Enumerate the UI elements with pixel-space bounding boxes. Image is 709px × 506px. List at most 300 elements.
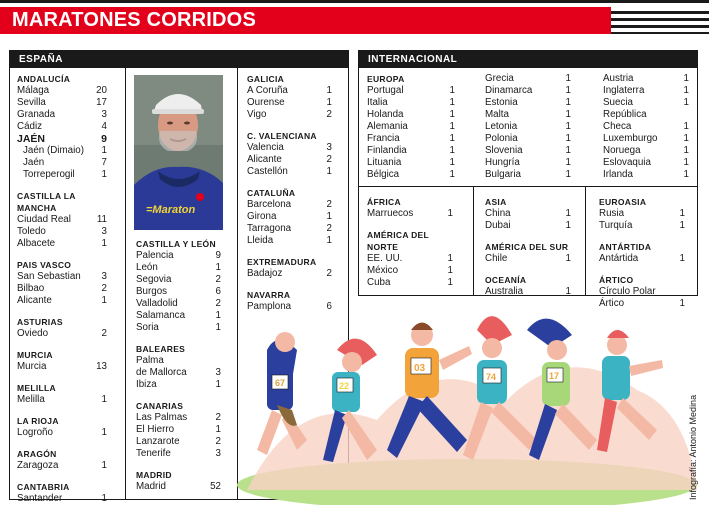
location-name: Irlanda [603,169,633,180]
marathon-count: 1 [326,235,332,246]
marathon-count: 2 [326,154,332,165]
location-row [603,97,689,109]
location-name: Chile [485,253,508,264]
marathon-count: 1 [683,85,689,96]
location-row [136,262,221,274]
region-group [17,316,107,340]
location-name: San Sebastian [17,271,81,282]
location-name: Burgos [136,286,168,297]
region-group [599,196,685,232]
location-name: Dubai [485,220,511,231]
marathon-count: 1 [683,169,689,180]
marathon-count: 7 [101,157,107,168]
location-row [247,154,332,166]
location-name: Francia [367,133,400,144]
marathon-count: 1 [565,121,571,132]
marathon-count: 1 [326,97,332,108]
location-row [247,166,332,178]
location-name: Bilbao [17,283,45,294]
region-heading: MURCIA [17,350,53,360]
marathon-count: 2 [326,223,332,234]
marathon-count: 2 [215,436,221,447]
marathon-count: 20 [96,85,107,96]
location-row [136,274,221,286]
location-row [367,208,453,220]
title-band [0,7,709,34]
runners-illustration [237,290,707,505]
marathon-count: 3 [215,367,221,378]
marathon-count: 2 [101,283,107,294]
location-row [17,394,107,406]
location-row [485,73,571,85]
title-stripes [611,7,709,34]
location-row [603,121,689,133]
location-name: Logroño [17,427,53,438]
location-row [603,169,689,181]
location-name: Girona [247,211,277,222]
location-name: Luxemburgo [603,133,658,144]
region-heading: CASTILLA Y LEÓN [136,239,216,249]
location-name: Bélgica [367,169,400,180]
location-name: Lleida [247,235,274,246]
marathon-count: 1 [683,145,689,156]
location-row [17,460,107,472]
marathon-count: 1 [565,286,571,297]
marathon-count: 1 [565,109,571,120]
internacional-divider-v2 [585,186,586,296]
region-heading: ANTÁRTIDA [599,242,652,252]
location-name: Círculo Polar [599,286,656,297]
location-name: Checa [603,121,632,132]
marathon-count: 2 [215,412,221,423]
region-heading: OCEANÍA [485,275,527,285]
marathon-count: 1 [101,427,107,438]
region-heading: ÁRTICO [599,275,634,285]
location-row [485,97,571,109]
marathon-count: 1 [679,220,685,231]
location-name: Ciudad Real [17,214,71,225]
location-name: Palma [136,355,164,366]
location-row [367,85,455,97]
region-group [367,229,453,289]
marathon-count: 3 [101,271,107,282]
region-heading: ANDALUCÍA [17,74,71,84]
illustration-credit: Infografía: Antonio Medina [688,394,698,500]
location-row [599,220,685,232]
region-group [247,187,332,247]
marathon-count: 2 [326,268,332,279]
marathon-count: 1 [101,238,107,249]
location-row [17,238,107,250]
location-row [136,436,221,448]
location-name: Jaén [23,157,45,168]
marathon-count: 2 [215,274,221,285]
region-group [485,73,571,181]
location-name: Ibiza [136,379,157,390]
location-name: Badajoz [247,268,283,279]
location-name: A Coruña [247,85,288,96]
location-row [485,208,571,220]
marathon-count: 1 [565,157,571,168]
location-row [17,328,107,340]
top-rule [0,0,709,3]
marathon-count: 1 [565,73,571,84]
location-row [17,361,107,373]
location-row [136,286,221,298]
region-group [136,400,221,460]
location-row [17,271,107,283]
location-row [17,169,107,181]
region-group [485,241,571,265]
marathon-count: 1 [326,85,332,96]
region-group [367,196,453,220]
location-name: China [485,208,511,219]
location-name: Grecia [485,73,514,84]
location-row [367,157,455,169]
region-group [136,238,221,334]
runner-1-bib: 67 [275,378,286,388]
location-name: Lanzarote [136,436,180,447]
region-heading: ÁFRICA [367,197,401,207]
marathon-count: 1 [449,109,455,120]
location-name: Pamplona [247,301,292,312]
region-heading: ASIA [485,197,507,207]
location-row [367,97,455,109]
region-heading: AMÉRICA DEL NORTE [367,230,429,252]
location-name: Suecia [603,97,633,108]
marathon-count: 11 [96,214,107,225]
region-group [17,448,107,472]
location-row [247,211,332,223]
location-name: Antártida [599,253,639,264]
location-name: de Mallorca [136,367,187,378]
marathon-count: 1 [565,208,571,219]
location-name: Estonia [485,97,518,108]
region-group [485,196,571,232]
internacional-divider-v1 [473,186,474,296]
location-name: Ártico [599,298,625,309]
location-row [17,226,107,238]
espana-divider-1 [125,68,126,500]
location-row [247,97,332,109]
location-row [485,85,571,97]
marathon-count: 2 [326,109,332,120]
location-name: Holanda [367,109,404,120]
region-heading: ASTURIAS [17,317,63,327]
svg-text:=Maraton: =Maraton [146,204,196,216]
location-row [367,253,453,265]
location-name: Oviedo [17,328,49,339]
location-row [247,142,332,154]
location-name: Hungría [485,157,520,168]
location-name: EE. UU. [367,253,403,264]
location-row [367,277,453,289]
marathon-count: 1 [215,322,221,333]
location-row [247,223,332,235]
marathon-count: 9 [215,250,221,261]
location-row [247,235,332,247]
region-group [599,241,685,265]
region-group [17,481,107,505]
region-heading: EXTREMADURA [247,257,317,267]
marathon-count: 17 [96,97,107,108]
location-name: Turquía [599,220,633,231]
location-name: Soria [136,322,159,333]
location-row [485,157,571,169]
espana-col-1 [17,73,107,506]
location-row [17,121,107,133]
location-row [136,481,221,493]
location-row [485,145,571,157]
location-row [599,253,685,265]
location-name: Melilla [17,394,45,405]
location-row [17,109,107,121]
region-heading: MELILLA [17,383,56,393]
location-name: Murcia [17,361,47,372]
region-group [17,382,107,406]
location-row [17,427,107,439]
location-name: Alicante [17,295,52,306]
marathon-count [679,109,689,121]
region-group [247,73,332,121]
marathon-count: 6 [215,286,221,297]
location-row [603,157,689,169]
location-row [136,322,221,334]
marathon-count: 1 [683,97,689,108]
espana-col-2 [136,238,221,502]
location-name: Valencia [247,142,284,153]
location-name: Eslovaquia [603,157,651,168]
location-name: Vigo [247,109,267,120]
location-row [136,424,221,436]
location-name: León [136,262,158,273]
location-row [367,133,455,145]
location-row [367,145,455,157]
location-name: Malta [485,109,509,120]
europa-col-1 [367,73,455,190]
location-row [599,208,685,220]
region-group [367,73,455,181]
region-heading: BALEARES [136,344,186,354]
page-title: MARATONES CORRIDOS [12,9,256,31]
marathon-count: 1 [449,121,455,132]
location-row [485,220,571,232]
marathon-count: 1 [447,253,453,264]
region-heading: AMÉRICA DEL SUR [485,242,569,252]
location-row [603,73,689,85]
location-row [247,268,332,280]
region-heading: CATALUÑA [247,188,296,198]
location-row [17,145,107,157]
location-name: Castellón [247,166,288,177]
marathon-count: 1 [683,121,689,132]
marathon-count: 1 [326,166,332,177]
location-row [247,199,332,211]
location-row [17,133,107,145]
location-name: Las Palmas [136,412,188,423]
marathon-count: 1 [447,208,453,219]
location-row [247,109,332,121]
marathon-count: 1 [449,85,455,96]
location-name: Alicante [247,154,282,165]
location-row [247,85,332,97]
runner-2-bib: 22 [339,381,350,391]
marathon-count: 1 [449,145,455,156]
location-row [367,121,455,133]
location-name: Lituania [367,157,402,168]
marathon-count: 3 [215,448,221,459]
location-name: Cuba [367,277,391,288]
location-name: México [367,265,399,276]
marathon-count: 9 [101,133,107,145]
marathon-count: 1 [215,310,221,321]
location-name: Dinamarca [485,85,533,96]
marathon-count: 1 [101,145,107,156]
location-name: Valladolid [136,298,178,309]
marathon-count: 1 [101,169,107,180]
internacional-lower-col-1 [367,196,453,298]
location-name: Zaragoza [17,460,59,471]
region-heading: GALICIA [247,74,285,84]
location-name: Australia [485,286,524,297]
location-name: Toledo [17,226,46,237]
region-group [136,469,221,493]
marathon-count: 1 [449,97,455,108]
runner-4-bib: 74 [486,372,497,382]
marathon-count: 4 [101,121,107,132]
marathon-count: 1 [683,157,689,168]
location-name: Albacete [17,238,56,249]
location-name: Barcelona [247,199,292,210]
location-row [17,157,107,169]
marathon-count: 3 [326,142,332,153]
region-group [17,349,107,373]
location-name: JAÉN [17,133,46,145]
location-name: Palencia [136,250,174,261]
location-name: Alemania [367,121,408,132]
region-heading: CANTABRIA [17,482,70,492]
marathon-count: 2 [326,199,332,210]
marathon-count: 3 [101,226,107,237]
region-group [17,190,107,250]
location-name: República [603,109,647,120]
location-row [136,298,221,310]
location-name: Madrid [136,481,166,492]
runner-5-bib: 17 [549,371,560,381]
location-row [136,448,221,460]
location-name: Noruega [603,145,641,156]
location-row [603,85,689,97]
marathon-count: 52 [210,481,221,492]
location-name: Jaén (Dimaio) [23,145,84,156]
region-group [17,415,107,439]
location-name: Inglaterra [603,85,645,96]
runner-portrait [134,75,223,230]
europa-col-2 [485,73,571,190]
region-heading: CASTILLA LA MANCHA [17,191,76,213]
marathon-count: 1 [683,73,689,84]
marathon-count: 1 [449,169,455,180]
location-row [17,214,107,226]
region-group [247,256,332,280]
region-group [17,73,107,181]
location-name: Rusia [599,208,625,219]
marathon-count: 1 [101,394,107,405]
location-row [367,169,455,181]
marathon-count: 1 [449,157,455,168]
marathon-count: 1 [565,253,571,264]
marathon-count: 2 [101,328,107,339]
location-row [603,133,689,145]
location-row [136,379,221,391]
location-row [485,169,571,181]
region-heading: EUROASIA [599,197,647,207]
marathon-count: 1 [101,295,107,306]
location-name: Finlandia [367,145,407,156]
location-row [485,253,571,265]
location-row [17,85,107,97]
espana-header: ESPAÑA [10,51,348,68]
location-name: Cádiz [17,121,43,132]
marathon-count: 1 [215,379,221,390]
location-row [17,493,107,505]
location-row [17,97,107,109]
region-heading: CANARIAS [136,401,184,411]
marathon-count: 1 [326,211,332,222]
region-group [17,259,107,307]
region-heading: PAIS VASCO [17,260,72,270]
location-row [136,250,221,262]
marathon-count: 13 [96,361,107,372]
region-heading: NAVARRA [247,290,291,300]
location-row [367,109,455,121]
location-row [367,265,453,277]
location-name: Slovenia [485,145,523,156]
location-name: Austria [603,73,634,84]
marathon-count: 1 [215,262,221,273]
location-row [136,310,221,322]
location-name: Tenerife [136,448,171,459]
location-row [603,145,689,157]
region-heading: EUROPA [367,74,405,84]
marathon-count: 1 [679,298,685,309]
marathon-count: 1 [679,208,685,219]
marathon-count: 1 [447,265,453,276]
marathon-count: 1 [565,85,571,96]
location-name: Marruecos [367,208,414,219]
location-name: Málaga [17,85,50,96]
region-group [136,343,221,391]
location-row [485,109,571,121]
location-name: Letonia [485,121,518,132]
location-row [485,121,571,133]
region-heading: ARAGÓN [17,449,57,459]
marathon-count: 1 [565,97,571,108]
location-row [17,283,107,295]
location-name: El Hierro [136,424,175,435]
location-row [136,367,221,379]
location-row [136,412,221,424]
region-heading: LA RIOJA [17,416,59,426]
location-name: Salamanca [136,310,186,321]
marathon-count: 6 [326,301,332,312]
marathon-count: 1 [215,424,221,435]
marathon-count: 1 [565,145,571,156]
europa-col-3 [603,73,689,190]
region-heading: MADRID [136,470,172,480]
location-row [603,109,689,121]
marathon-count: 1 [449,133,455,144]
